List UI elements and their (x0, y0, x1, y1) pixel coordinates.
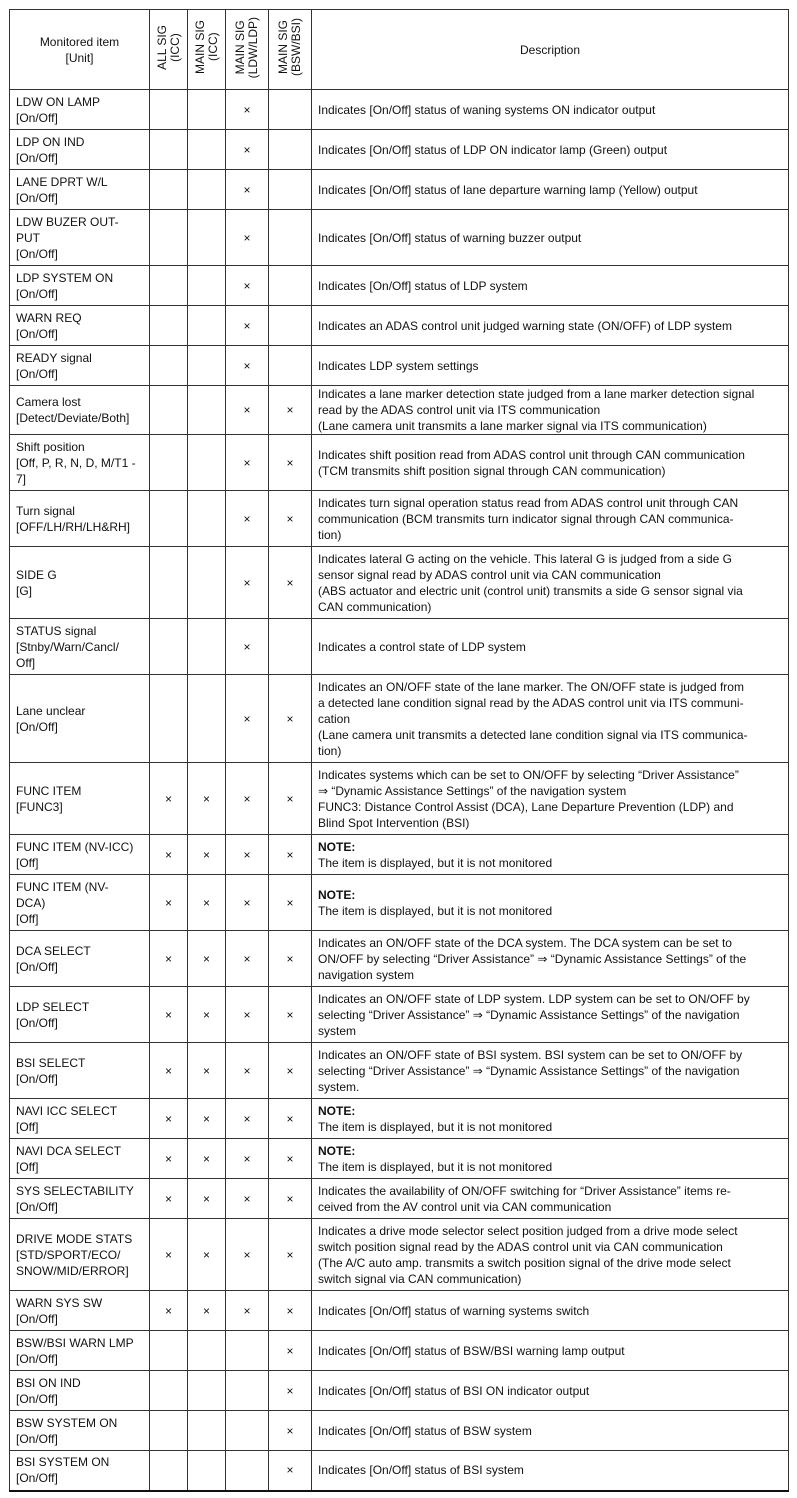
signal-mark-cell (150, 1371, 188, 1411)
signal-mark-cell: × (226, 210, 269, 266)
signal-mark-cell: × (226, 675, 269, 763)
signal-mark-cell: × (150, 1139, 188, 1179)
signal-mark-cell: × (269, 435, 312, 491)
signal-mark-cell: × (269, 1139, 312, 1179)
description-text: The item is displayed, but it is not monitored (318, 903, 553, 918)
signal-mark-cell: × (226, 170, 269, 210)
description-cell: Indicates a control state of LDP system (312, 619, 789, 675)
signal-mark-cell (226, 1371, 269, 1411)
table-row (10, 931, 789, 987)
monitored-item-cell: SYS SELECTABILITY [On/Off] (10, 1179, 150, 1219)
signal-mark-cell: × (226, 987, 269, 1043)
table-row (10, 875, 789, 931)
table-row (10, 435, 789, 491)
signal-mark-cell: × (226, 835, 269, 875)
signal-mark-cell: × (188, 875, 226, 931)
signal-mark-cell: × (188, 1291, 226, 1331)
note-label: NOTE: (318, 1103, 356, 1118)
signal-mark-cell: × (150, 875, 188, 931)
signal-mark-cell (188, 346, 226, 386)
signal-mark-cell: × (150, 1219, 188, 1291)
monitored-item-cell: BSW/BSI WARN LMP [On/Off] (10, 1331, 150, 1371)
signal-mark-cell: × (269, 1099, 312, 1139)
signal-mark-cell (150, 675, 188, 763)
header-main-sig-bsw-bsi (269, 10, 312, 90)
monitored-item-cell: FUNC ITEM (NV- DCA) [Off] (10, 875, 150, 931)
monitored-item-cell: DRIVE MODE STATS [STD/SPORT/ECO/ SNOW/MID/ERROR] (10, 1219, 150, 1291)
signal-mark-cell: × (226, 346, 269, 386)
table-row (10, 987, 789, 1043)
description-cell: Indicates [On/Off] status of warning buzzer output (312, 210, 789, 266)
signal-mark-cell (150, 491, 188, 547)
signal-mark-cell: × (269, 1043, 312, 1099)
signal-mark-cell: × (150, 987, 188, 1043)
signal-mark-cell (269, 306, 312, 346)
signal-mark-cell (188, 435, 226, 491)
table-row (10, 835, 789, 875)
monitored-item-cell: WARN SYS SW [On/Off] (10, 1291, 150, 1331)
signal-mark-cell (269, 90, 312, 130)
signal-mark-cell (150, 386, 188, 435)
signal-mark-cell: × (269, 1411, 312, 1451)
description-cell: Indicates [On/Off] status of BSW/BSI warning lamp output (312, 1331, 789, 1371)
signal-mark-cell: × (226, 1139, 269, 1179)
signal-mark-cell (188, 1371, 226, 1411)
signal-mark-cell (188, 1331, 226, 1371)
table-header-row (10, 10, 789, 90)
signal-mark-cell (188, 1451, 226, 1491)
description-cell: Indicates an ADAS control unit judged warning state (ON/OFF) of LDP system (312, 306, 789, 346)
monitored-item-cell: NAVI DCA SELECT [Off] (10, 1139, 150, 1179)
header-all-sig-icc-text: ALL SIG (ICC) (154, 25, 182, 70)
signal-mark-cell (269, 170, 312, 210)
table-row (10, 1099, 789, 1139)
description-cell: Indicates lateral G acting on the vehicle. This lateral G is judged from a side G sensor signal read by ADAS control unit via CAN communication (ABS actuator and electric unit (control unit) transmits a side G sensor signal via CAN communication) (312, 547, 789, 619)
signal-mark-cell (226, 1451, 269, 1491)
signal-mark-cell: × (188, 931, 226, 987)
table-row (10, 386, 789, 435)
signal-mark-cell: × (188, 1219, 226, 1291)
header-all-sig-icc (150, 10, 188, 90)
signal-mark-cell (188, 210, 226, 266)
monitored-item-cell: SIDE G [G] (10, 547, 150, 619)
signal-mark-cell: × (150, 763, 188, 835)
signal-mark-cell: × (226, 763, 269, 835)
table-row (10, 1451, 789, 1491)
header-description: Description (312, 10, 789, 90)
monitored-item-cell: LDP SYSTEM ON [On/Off] (10, 266, 150, 306)
signal-mark-cell: × (269, 675, 312, 763)
signal-mark-cell: × (269, 491, 312, 547)
signal-mark-cell (269, 266, 312, 306)
monitored-item-cell: Shift position [Off, P, R, N, D, M/T1 - 7] (10, 435, 150, 491)
monitored-item-cell: Lane unclear [On/Off] (10, 675, 150, 763)
signal-mark-cell: × (269, 1179, 312, 1219)
description-cell: Indicates a drive mode selector select position judged from a drive mode select switch position signal read by the ADAS control unit via CAN communication (The A/C auto amp. transmits a switch position signal of the drive mode select switch signal via CAN communication) (312, 1219, 789, 1291)
header-main-sig-icc (188, 10, 226, 90)
monitored-item-cell: WARN REQ [On/Off] (10, 306, 150, 346)
table-row (10, 306, 789, 346)
signal-mark-cell (188, 386, 226, 435)
signal-mark-cell (188, 130, 226, 170)
signal-mark-cell (150, 306, 188, 346)
description-cell: Indicates shift position read from ADAS control unit through CAN communication (TCM transmits shift position signal through CAN communication) (312, 435, 789, 491)
table-row (10, 1331, 789, 1371)
monitored-item-cell: BSI SELECT [On/Off] (10, 1043, 150, 1099)
signal-mark-cell (188, 306, 226, 346)
monitored-item-cell: LDP ON IND [On/Off] (10, 130, 150, 170)
description-cell: Indicates [On/Off] status of LDP ON indicator lamp (Green) output (312, 130, 789, 170)
description-cell (312, 1099, 789, 1139)
header-monitored-item-text: Monitored item [Unit] (39, 34, 120, 65)
description-cell: Indicates [On/Off] status of lane departure warning lamp (Yellow) output (312, 170, 789, 210)
table-row (10, 1179, 789, 1219)
signal-mark-cell (269, 346, 312, 386)
signal-mark-cell: × (150, 1291, 188, 1331)
signal-mark-cell (150, 130, 188, 170)
signal-mark-cell: × (188, 763, 226, 835)
signal-mark-cell (150, 346, 188, 386)
monitored-item-cell: LDW ON LAMP [On/Off] (10, 90, 150, 130)
signal-mark-cell: × (226, 266, 269, 306)
monitored-item-cell: STATUS signal [Stnby/Warn/Cancl/ Off] (10, 619, 150, 675)
monitored-item-cell: Camera lost [Detect/Deviate/Both] (10, 386, 150, 435)
table-row (10, 619, 789, 675)
table-body (10, 90, 789, 1491)
monitored-item-cell: LDP SELECT [On/Off] (10, 987, 150, 1043)
signal-mark-cell: × (150, 835, 188, 875)
header-main-sig-ldw-ldp (226, 10, 269, 90)
signal-mark-cell: × (226, 875, 269, 931)
signal-mark-cell (150, 547, 188, 619)
signal-mark-cell: × (150, 1043, 188, 1099)
signal-mark-cell (226, 1411, 269, 1451)
signal-mark-cell: × (226, 386, 269, 435)
signal-mark-cell: × (150, 931, 188, 987)
description-cell: Indicates [On/Off] status of LDP system (312, 266, 789, 306)
table-row (10, 1291, 789, 1331)
signal-mark-cell: × (226, 1291, 269, 1331)
table-row (10, 491, 789, 547)
signal-mark-cell: × (150, 1179, 188, 1219)
description-text: The item is displayed, but it is not monitored (318, 1159, 553, 1174)
signal-mark-cell (188, 90, 226, 130)
monitored-item-cell: Turn signal [OFF/LH/RH/LH&RH] (10, 491, 150, 547)
signal-mark-cell: × (150, 1099, 188, 1139)
table-row (10, 266, 789, 306)
description-text: The item is displayed, but it is not monitored (318, 855, 553, 870)
signal-mark-cell (269, 619, 312, 675)
signal-mark-cell (150, 90, 188, 130)
signal-mark-cell: × (269, 1291, 312, 1331)
description-cell: Indicates [On/Off] status of BSI ON indicator output (312, 1371, 789, 1411)
signal-mark-cell (150, 210, 188, 266)
note-label: NOTE: (318, 887, 356, 902)
signal-mark-cell: × (226, 931, 269, 987)
signal-mark-cell (188, 1411, 226, 1451)
monitored-item-cell: READY signal [On/Off] (10, 346, 150, 386)
signal-mark-cell: × (269, 875, 312, 931)
table-row (10, 90, 789, 130)
signal-mark-cell: × (226, 491, 269, 547)
signal-mark-cell (188, 266, 226, 306)
monitored-item-cell: BSW SYSTEM ON [On/Off] (10, 1411, 150, 1451)
table-row (10, 675, 789, 763)
signal-mark-cell (188, 491, 226, 547)
signal-mark-cell: × (269, 987, 312, 1043)
signal-mark-cell: × (269, 547, 312, 619)
signal-mark-cell: × (188, 1043, 226, 1099)
table-row (10, 130, 789, 170)
description-text: The item is displayed, but it is not monitored (318, 1119, 553, 1134)
signal-mark-cell: × (226, 619, 269, 675)
signal-mark-cell: × (226, 1043, 269, 1099)
signal-mark-cell: × (226, 1099, 269, 1139)
note-label: NOTE: (318, 839, 356, 854)
monitored-item-cell: LANE DPRT W/L [On/Off] (10, 170, 150, 210)
signal-mark-cell (150, 266, 188, 306)
header-monitored-item (10, 10, 150, 90)
description-cell (312, 875, 789, 931)
signal-mark-cell (150, 619, 188, 675)
table-row (10, 763, 789, 835)
signal-mark-cell: × (226, 306, 269, 346)
signal-mark-cell (188, 170, 226, 210)
signal-mark-cell (150, 1411, 188, 1451)
description-cell: Indicates [On/Off] status of warning systems switch (312, 1291, 789, 1331)
description-cell: Indicates an ON/OFF state of BSI system. BSI system can be set to ON/OFF by selecting “Driver Assistance” ⇒ “Dynamic Assistance Settings” of the navigation system. (312, 1043, 789, 1099)
table-row (10, 547, 789, 619)
table-row (10, 1219, 789, 1291)
header-main-sig-ldw-ldp-text: MAIN SIG (LDW/LDP) (233, 16, 260, 79)
description-cell: Indicates turn signal operation status read from ADAS control unit through CAN communication (BCM transmits turn indicator signal through CAN communica- tion) (312, 491, 789, 547)
signal-mark-cell: × (269, 1331, 312, 1371)
signal-mark-cell: × (269, 1451, 312, 1491)
description-cell: Indicates systems which can be set to ON/OFF by selecting “Driver Assistance” ⇒ “Dynamic Assistance Settings” of the navigation system FUNC3: Distance Control Assist (DCA), Lane Departure Prevention (LDP) and Blind Spot Intervention (BSI) (312, 763, 789, 835)
signal-mark-cell: × (269, 1371, 312, 1411)
signal-mark-cell (269, 130, 312, 170)
signal-mark-cell: × (188, 835, 226, 875)
monitored-item-cell: NAVI ICC SELECT [Off] (10, 1099, 150, 1139)
signal-mark-cell: × (226, 435, 269, 491)
signal-mark-cell (188, 547, 226, 619)
table-row (10, 1139, 789, 1179)
header-main-sig-icc-text: MAIN SIG (ICC) (192, 20, 220, 75)
description-cell: Indicates [On/Off] status of BSI system (312, 1451, 789, 1491)
signal-mark-cell: × (226, 1179, 269, 1219)
signal-mark-cell: × (269, 763, 312, 835)
monitor-item-table (9, 9, 789, 1492)
description-cell: Indicates [On/Off] status of BSW system (312, 1411, 789, 1451)
note-label: NOTE: (318, 1143, 356, 1158)
monitored-item-cell: FUNC ITEM [FUNC3] (10, 763, 150, 835)
description-cell: Indicates a lane marker detection state judged from a lane marker detection signal read by the ADAS control unit via ITS communication (Lane camera unit transmits a lane marker signal via ITS communication) (312, 386, 789, 435)
description-cell: Indicates an ON/OFF state of LDP system. LDP system can be set to ON/OFF by selecting “Driver Assistance” ⇒ “Dynamic Assistance Settings” of the navigation system (312, 987, 789, 1043)
signal-mark-cell (150, 170, 188, 210)
description-cell: Indicates the availability of ON/OFF switching for “Driver Assistance” items re- ceived from the AV control unit via CAN communication (312, 1179, 789, 1219)
monitored-item-cell: BSI SYSTEM ON [On/Off] (10, 1451, 150, 1491)
signal-mark-cell (150, 1451, 188, 1491)
signal-mark-cell: × (188, 987, 226, 1043)
table-row (10, 210, 789, 266)
signal-mark-cell: × (226, 130, 269, 170)
signal-mark-cell (150, 435, 188, 491)
signal-mark-cell: × (188, 1099, 226, 1139)
description-cell: Indicates an ON/OFF state of the lane marker. The ON/OFF state is judged from a detected lane condition signal read by the ADAS control unit via ITS communi- cation (Lane camera unit transmits a detected lane condition signal via ITS communica- tion) (312, 675, 789, 763)
signal-mark-cell: × (269, 1219, 312, 1291)
signal-mark-cell: × (188, 1139, 226, 1179)
monitored-item-cell: DCA SELECT [On/Off] (10, 931, 150, 987)
description-cell: Indicates [On/Off] status of waning systems ON indicator output (312, 90, 789, 130)
description-cell: Indicates LDP system settings (312, 346, 789, 386)
signal-mark-cell: × (269, 835, 312, 875)
description-cell (312, 1139, 789, 1179)
description-cell: Indicates an ON/OFF state of the DCA system. The DCA system can be set to ON/OFF by selecting “Driver Assistance” ⇒ “Dynamic Assistance Settings” of the navigation system (312, 931, 789, 987)
table-row (10, 346, 789, 386)
signal-mark-cell: × (188, 1179, 226, 1219)
signal-mark-cell (150, 1331, 188, 1371)
table-row (10, 1371, 789, 1411)
description-cell (312, 835, 789, 875)
signal-mark-cell (188, 675, 226, 763)
signal-mark-cell (188, 619, 226, 675)
header-main-sig-bsw-bsi-text: MAIN SIG (BSW/BSI) (276, 18, 303, 77)
signal-mark-cell (226, 1331, 269, 1371)
table-row (10, 1411, 789, 1451)
signal-mark-cell: × (269, 386, 312, 435)
signal-mark-cell: × (269, 931, 312, 987)
signal-mark-cell: × (226, 90, 269, 130)
monitored-item-cell: BSI ON IND [On/Off] (10, 1371, 150, 1411)
monitored-item-cell: FUNC ITEM (NV-ICC) [Off] (10, 835, 150, 875)
signal-mark-cell (269, 210, 312, 266)
table-row (10, 1043, 789, 1099)
signal-mark-cell: × (226, 547, 269, 619)
table-row (10, 170, 789, 210)
signal-mark-cell: × (226, 1219, 269, 1291)
monitored-item-cell: LDW BUZER OUT- PUT [On/Off] (10, 210, 150, 266)
